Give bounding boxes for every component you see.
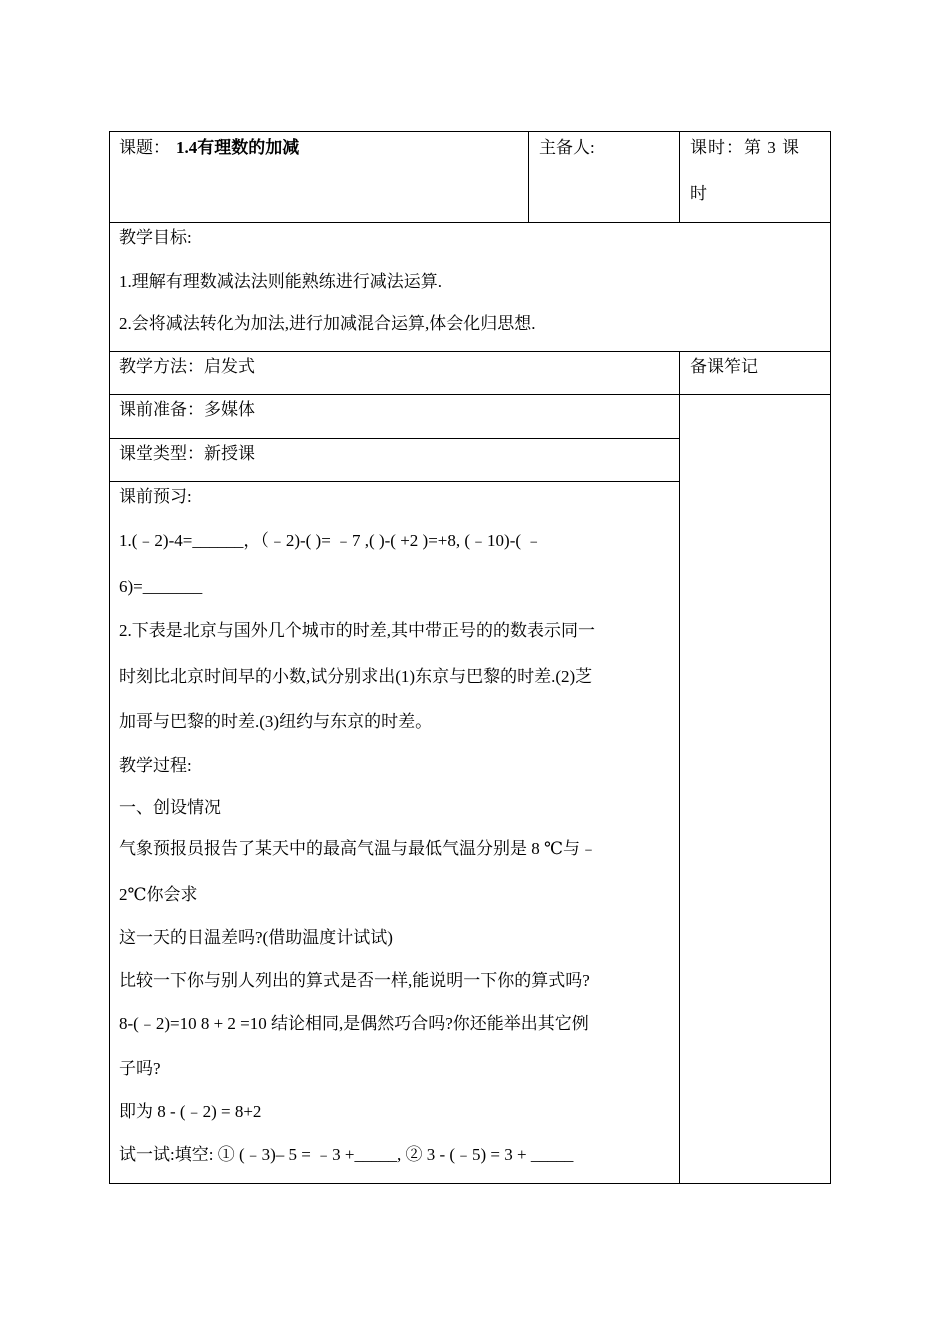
notes-column-divider (679, 131, 680, 222)
try-it-exercise: 试一试:填空: ① (﹣3)– 5 = ﹣3 +_____, ② 3 - (﹣5) = 3 + _____ (119, 1145, 574, 1164)
preparer-label: 主备人: (539, 138, 595, 157)
preview-question-2-cont-1: 时刻比北京时间早的小数,试分别求出(1)东京与巴黎的时差.(2)芝 (119, 667, 593, 686)
preview-question-2: 2.下表是北京与国外几个城市的时差,其中带正号的的数表示同一 (119, 621, 595, 640)
topic-title: 1.4有理数的加减 (176, 138, 300, 157)
preview-question-2-cont-2: 加哥与巴黎的时差.(3)纽约与东京的时差。 (119, 712, 433, 731)
class-type: 课堂类型：新授课 (119, 444, 255, 463)
header-divider-1 (528, 131, 529, 222)
objectives-bottom-rule (109, 351, 831, 352)
notes-column-divider-main (679, 351, 680, 1183)
compare-question: 比较一下你与别人列出的算式是否一样,能说明一下你的算式吗? (119, 971, 590, 990)
period-label: 课时：第 3 课 (690, 138, 800, 157)
header-bottom-rule (109, 222, 831, 223)
conclusion-line: 即为 8 - (﹣2) = 8+2 (119, 1102, 262, 1121)
objective-item-1: 1.理解有理数减法法则能熟练进行减法运算. (119, 272, 442, 291)
preparation-bottom-rule (109, 438, 680, 439)
objectives-heading: 教学目标: (119, 228, 192, 247)
preview-question-1: 1.(﹣2)-4=______，（﹣2)-( )= ﹣7 ,( )-( +2 )=+8, (﹣10)-( ﹣ (119, 531, 543, 550)
weather-problem: 气象预报员报告了某天中的最高气温与最低气温分别是 8 ℃与﹣ (119, 839, 598, 858)
section-heading-1: 一、创设情况 (119, 798, 221, 817)
objective-item-2: 2.会将减法转化为加法,进行加减混合运算,体会化归思想. (119, 314, 536, 333)
period-label-cont: 时 (690, 184, 707, 203)
example-line-cont: 子吗? (119, 1059, 161, 1078)
weather-problem-cont-2: 这一天的日温差吗?(借助温度计试试) (119, 928, 393, 947)
process-heading: 教学过程: (119, 756, 192, 775)
class-type-bottom-rule (109, 481, 680, 482)
method-bottom-rule (109, 394, 831, 395)
topic-label: 课题： (119, 138, 170, 157)
notes-column-label: 备课笮记 (690, 357, 758, 376)
preview-heading: 课前预习: (119, 487, 192, 506)
pre-class-preparation: 课前准备：多媒体 (119, 400, 255, 419)
teaching-method: 教学方法：启发式 (119, 357, 255, 376)
example-line: 8-(﹣2)=10 8 + 2 =10 结论相同,是偶然巧合吗?你还能举出其它例 (119, 1014, 589, 1033)
preview-question-1-cont: 6)=_______ (119, 577, 203, 596)
weather-problem-cont-1: 2℃你会求 (119, 885, 198, 904)
